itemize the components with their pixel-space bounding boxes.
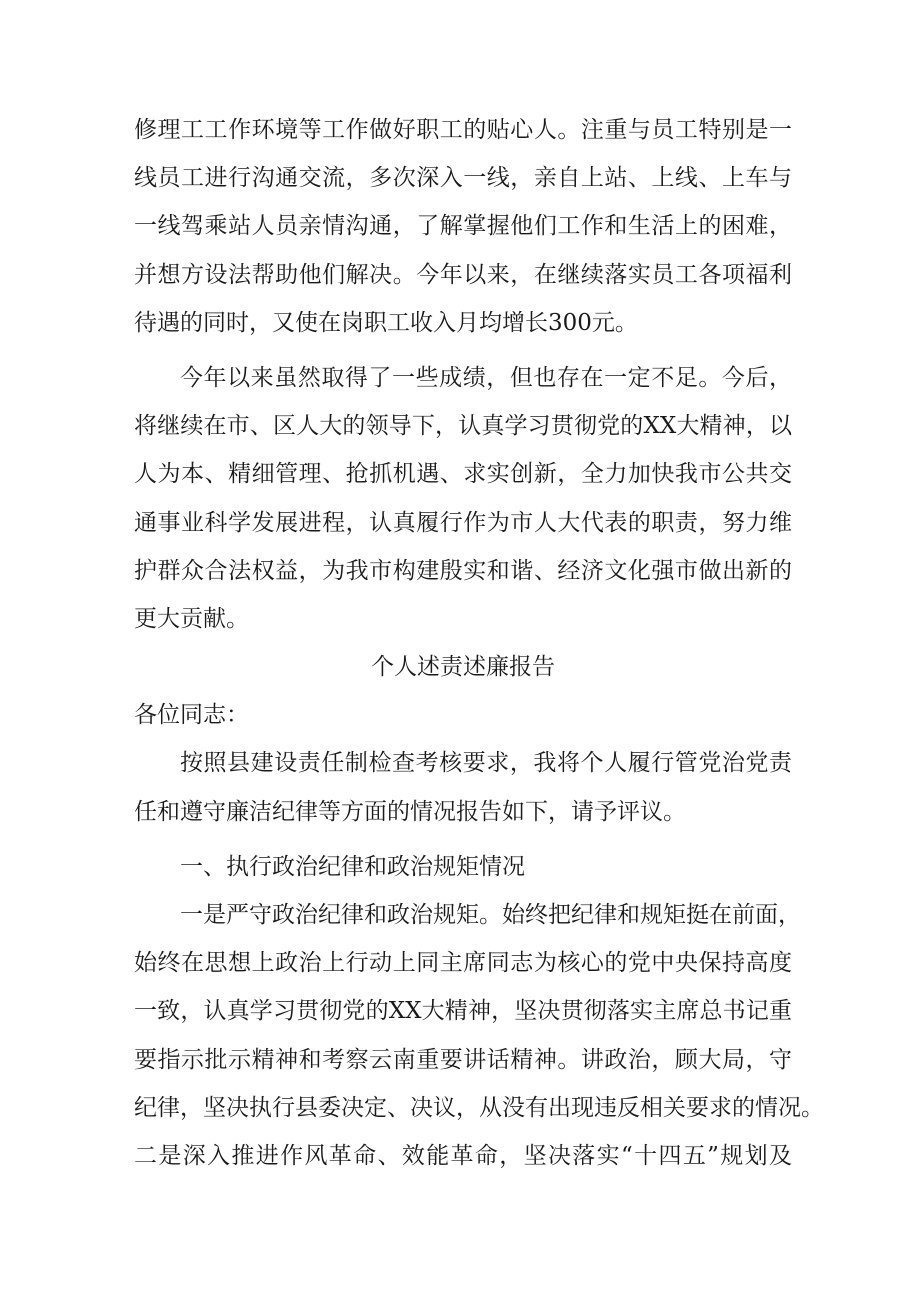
text-line: 纪律，坚决执行县委决定、决议，从没有出现违反相关要求的情况。 (134, 1094, 824, 1121)
salutation: 各位同志： (134, 702, 249, 729)
text-line: 二是深入推进作风革命、效能革命，坚决落实“十四五”规划及 (134, 1142, 792, 1169)
document-body (134, 106, 824, 1180)
section-heading: 一、执行政治纪律和政治规矩情况 (180, 853, 525, 880)
paragraph-intro (134, 739, 792, 835)
paragraph-political-discipline (134, 891, 824, 1180)
text-line: 始终在思想上政治上行动上同主席同志为核心的党中央保持高度 (134, 950, 792, 977)
text-line: 待遇的同时，又使在岗职工收入月均增长300元。 (134, 309, 638, 336)
text-line: 一线驾乘站人员亲情沟通，了解掌握他们工作和生活上的困难， (134, 213, 792, 240)
text-line: 修理工工作环境等工作做好职工的贴心人。注重与员工特别是一 (134, 117, 792, 143)
text-line: 将继续在市、区人大的领导下，认真学习贯彻党的XX大精神，以 (134, 413, 792, 440)
text-line: 线员工进行沟通交流，多次深入一线，亲自上站、上线、上车与 (134, 165, 792, 192)
paragraph-gap (134, 347, 792, 354)
text-line: 按照县建设责任制检查考核要求，我将个人履行管党治党责 (180, 750, 792, 777)
text-line: 人为本、精细管理、抢抓机遇、求实创新，全力加快我市公共交 (134, 461, 792, 488)
paragraph-welfare (134, 106, 792, 347)
text-line: 并想方设法帮助他们解决。今年以来，在继续落实员工各项福利 (134, 261, 792, 288)
report-title: 个人述责述廉报告 (371, 654, 555, 681)
text-line: 更大贡献。 (134, 605, 249, 632)
paragraph-gap (134, 836, 792, 843)
text-line: 一致，认真学习贯彻党的XX大精神，坚决贯彻落实主席总书记重 (134, 998, 792, 1025)
text-line: 一是严守政治纪律和政治规矩。始终把纪律和规矩挺在前面， (180, 902, 801, 928)
text-line: 任和遵守廉洁纪律等方面的情况报告如下，请予评议。 (134, 798, 686, 825)
text-line: 通事业科学发展进程，认真履行作为市人大代表的职责，努力维 (134, 509, 792, 536)
text-line: 今年以来虽然取得了一些成绩，但也存在一定不足。今后， (180, 364, 792, 391)
text-line: 要指示批示精神和考察云南重要讲话精神。讲政治，顾大局，守 (134, 1046, 792, 1073)
paragraph-outlook (134, 354, 792, 643)
text-line: 护群众合法权益，为我市构建殷实和谐、经济文化强市做出新的 (134, 557, 792, 584)
